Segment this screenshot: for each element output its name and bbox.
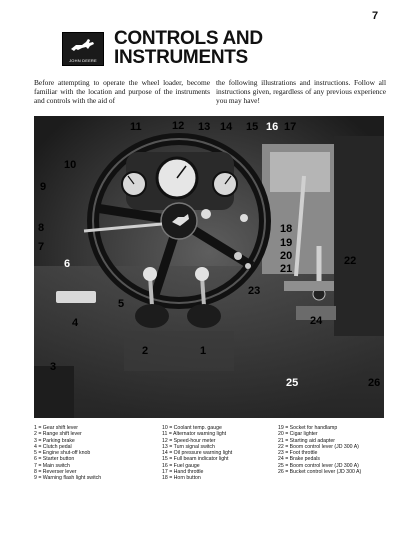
legend-item: 11 = Alternator warning light: [162, 431, 227, 438]
callout-2: 2: [142, 345, 149, 357]
legend-item: 17 = Hand throttle: [162, 469, 204, 476]
legend-item: 12 = Speed-hour meter: [162, 437, 216, 444]
callout-15: 15: [246, 121, 259, 133]
legend-item: 2 = Range shift lever: [34, 431, 82, 438]
callout-22: 22: [344, 255, 357, 267]
legend-item: 20 = Cigar lighter: [278, 431, 318, 438]
legend-item: 3 = Parking brake: [34, 437, 75, 444]
logo-brand: JOHN DEERE: [69, 58, 97, 63]
callout-7: 7: [38, 241, 45, 253]
legend-item: 24 = Brake pedals: [278, 456, 320, 463]
legend-item: 23 = Foot throttle: [278, 450, 318, 457]
legend-item: 10 = Coolant temp. gauge: [162, 425, 222, 431]
callout-25: 25: [286, 377, 299, 389]
callout-16: 16: [266, 121, 279, 133]
page-title: [114, 29, 334, 67]
legend-item: 6 = Starter button: [34, 456, 75, 463]
callout-12: 12: [172, 120, 185, 132]
intro-text-left: Before attempting to operate the wheel loader, become familiar with the location and purpose of the instruments and controls with the aid of: [34, 78, 210, 106]
legend-item: 16 = Fuel gauge: [162, 462, 200, 469]
legend-item: 26 = Bucket control lever (JD 300 A): [278, 469, 362, 476]
legend-column-1: [34, 425, 154, 482]
legend-item: 21 = Starting aid adapter: [278, 437, 335, 444]
callout-26: 26: [368, 377, 381, 389]
callout-1: 1: [200, 345, 207, 357]
callout-21: 21: [280, 263, 293, 275]
dashboard-photo: [34, 116, 384, 418]
callout-24: 24: [310, 315, 323, 327]
legend-item: 25 = Boom control lever (JD 300 A): [278, 462, 359, 469]
callout-4: 4: [72, 317, 79, 329]
page-number: 7: [372, 10, 379, 22]
legend-item: 18 = Horn button: [162, 475, 201, 482]
title-line-2: INSTRUMENTS: [114, 47, 248, 68]
callout-20: 20: [280, 250, 293, 262]
legend-column-3: [278, 425, 388, 475]
legend-item: 15 = Full beam indicator light: [162, 456, 229, 463]
callout-9: 9: [40, 181, 47, 193]
callout-3: 3: [50, 361, 57, 373]
callout-14: 14: [220, 121, 233, 133]
legend-item: 1 = Gear shift lever: [34, 425, 78, 431]
dashboard-illustration: [34, 116, 384, 418]
legend-item: 8 = Reverser lever: [34, 469, 77, 476]
title-line-1: CONTROLS AND: [114, 28, 263, 49]
callout-11: 11: [130, 121, 142, 133]
callout-6: 6: [64, 258, 71, 270]
legend-item: 13 = Turn signal switch: [162, 443, 215, 450]
callout-19: 19: [280, 237, 293, 249]
legend-item: 5 = Engine shut-off knob: [34, 450, 91, 457]
callout-8: 8: [38, 222, 45, 234]
legend-item: 4 = Clutch pedal: [34, 443, 72, 450]
intro-text-right: the following illustrations and instructions. Follow all instructions given, regardless of any previous experience you may have!: [216, 78, 386, 106]
legend-item: 22 = Boom control lever (JD 300 A): [278, 443, 359, 450]
john-deere-logo: [62, 32, 104, 66]
legend-item: 19 = Socket for handlamp: [278, 425, 338, 431]
callout-18: 18: [280, 223, 293, 235]
legend-item: 14 = Oil pressure warning light: [162, 450, 233, 457]
callout-5: 5: [118, 298, 125, 310]
legend-item: 7 = Main switch: [34, 462, 70, 469]
callout-13: 13: [198, 121, 211, 133]
callout-23: 23: [248, 285, 261, 297]
callout-10: 10: [64, 159, 77, 171]
legend-column-2: [162, 425, 272, 482]
deer-icon: [68, 37, 98, 53]
callout-17: 17: [284, 121, 297, 133]
legend-item: 9 = Warning flash light switch: [34, 475, 102, 482]
